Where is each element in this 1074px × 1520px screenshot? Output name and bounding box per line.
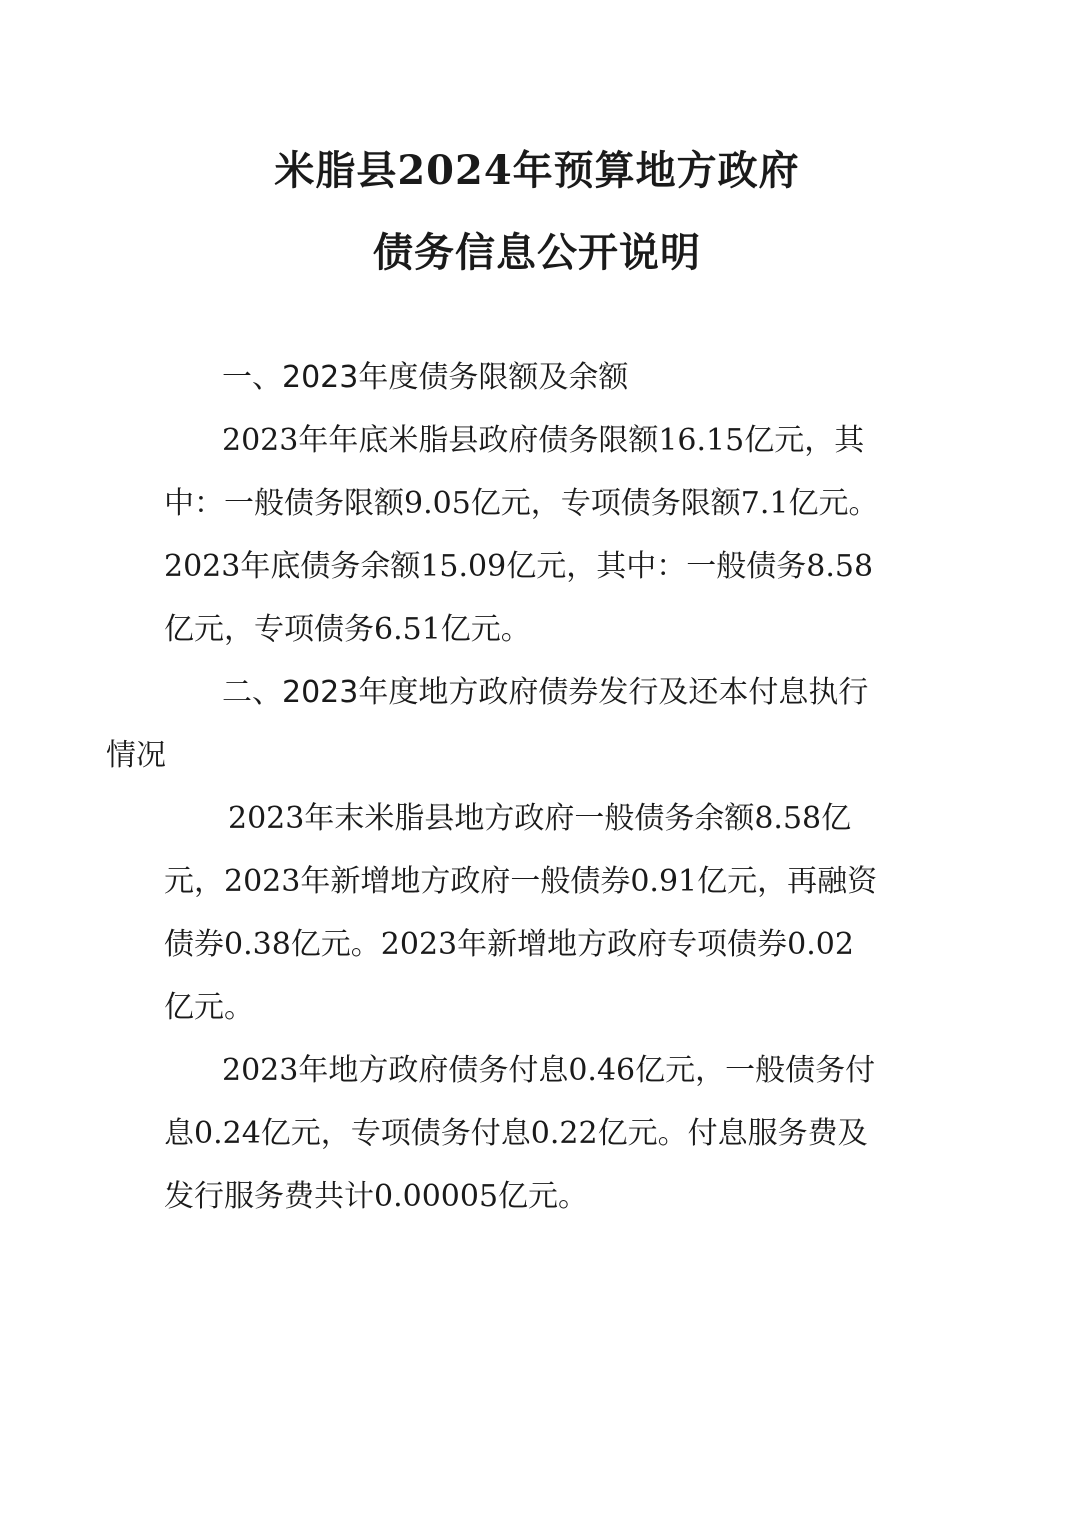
section-1-heading	[164, 346, 924, 409]
document-title-line-1: 米脂县2024年预算地方政府	[274, 147, 800, 194]
paragraph-line: 中：一般债务限额9.05亿元，专项债务限额7.1亿元。	[164, 486, 879, 521]
section-2-heading	[106, 661, 924, 787]
paragraph-line: 2023年末米脂县地方政府一般债务余额8.58亿	[228, 801, 852, 836]
section-2-paragraph-2	[164, 1039, 916, 1228]
paragraph-line: 亿元。	[164, 990, 254, 1025]
paragraph-line: 元，2023年新增地方政府一般债券0.91亿元，再融资	[164, 864, 878, 899]
paragraph-line: 息0.24亿元，专项债务付息0.22亿元。付息服务费及	[164, 1116, 868, 1151]
document-title-line-2: 债务信息公开说明	[373, 229, 701, 276]
section-1-paragraph	[164, 409, 916, 661]
section-1-heading-text: 一、2023年度债务限额及余额	[222, 360, 629, 395]
paragraph-line: 2023年年底米脂县政府债务限额16.15亿元，其	[222, 423, 865, 458]
paragraph-line: 发行服务费共计0.00005亿元。	[164, 1179, 589, 1214]
paragraph-line: 2023年底债务余额15.09亿元，其中：一般债务8.58	[164, 549, 874, 584]
paragraph-line: 债券0.38亿元。2023年新增地方政府专项债券0.02	[164, 927, 854, 962]
paragraph-line: 亿元，专项债务6.51亿元。	[164, 612, 531, 647]
section-2-heading-line-2: 情况	[106, 738, 166, 773]
section-2-heading-line-1: 二、2023年度地方政府债券发行及还本付息执行	[222, 675, 869, 710]
paragraph-line: 2023年地方政府债务付息0.46亿元，一般债务付	[222, 1053, 876, 1088]
section-2-paragraph-1	[164, 787, 916, 1039]
